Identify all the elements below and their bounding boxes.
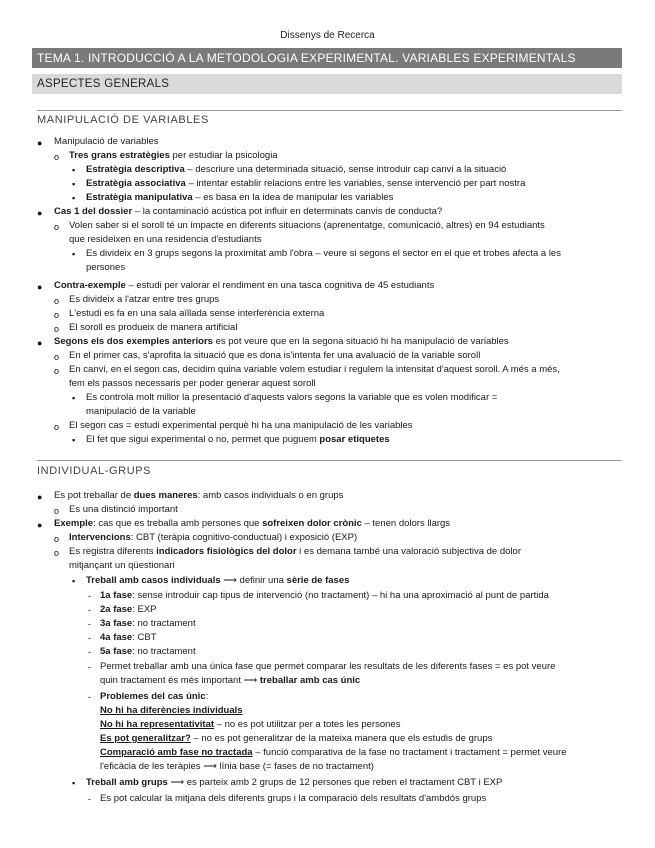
list-item-continuation: quin tractament és més important ⟶ treballar amb cas únic: [100, 675, 361, 686]
bullet-circle-icon: o: [54, 548, 60, 558]
bullet-disc-icon: ●: [37, 138, 43, 148]
bullet-square-icon: ▪: [72, 193, 76, 203]
dash-bullet-icon: -: [88, 662, 91, 672]
bullet-disc-icon: ●: [37, 520, 43, 530]
list-item: Estratègia associativa – intentar establir relacions entre les variables, sense intervenció per part nostra: [86, 178, 526, 189]
list-item: 1a fase: sense introduir cap tipus de intervenció (no tractament) – hi ha una aproximació al punt de partida: [100, 590, 549, 601]
section-divider: [37, 110, 622, 111]
list-item: El soroll es produeix de manera artificial: [69, 322, 238, 333]
list-item: Contra-exemple – estudi per valorar el rendiment en una tasca cognitiva de 45 estudiants: [54, 280, 435, 291]
section-heading-individual-grups: INDIVIDUAL-GRUPS: [37, 465, 152, 477]
list-item: 2a fase: EXP: [100, 604, 157, 615]
list-item-continuation: que resideixen en una residencia d'estudiants: [69, 234, 262, 245]
dash-bullet-icon: -: [88, 794, 91, 804]
list-item: El fet que sigui experimental o no, permet que puguem posar etiquetes: [86, 434, 390, 445]
list-item-continuation: fem els passos necessaris per poder generar aquest soroll: [69, 378, 316, 389]
list-item: Cas 1 del dossier – la contaminació acústica pot influir en determinats canvis de conducta?: [54, 206, 443, 217]
bullet-square-icon: ▪: [72, 249, 76, 259]
bullet-square-icon: ▪: [72, 576, 76, 586]
list-item: Comparació amb fase no tractada – funció comparativa de la fase no tractament i tractament = permet veure: [100, 747, 567, 758]
list-item: No hi ha diferències individuals: [100, 705, 243, 716]
page-header: Dissenys de Recerca: [280, 30, 375, 41]
list-item: 4a fase: CBT: [100, 632, 157, 643]
bullet-circle-icon: o: [54, 366, 60, 376]
bullet-square-icon: ▪: [72, 435, 76, 445]
bullet-circle-icon: o: [54, 506, 60, 516]
list-item-continuation: l'eficàcia de les teràpies ⟶ línia base (= fases de no tractament): [100, 761, 374, 772]
bullet-square-icon: ▪: [72, 179, 76, 189]
bullet-disc-icon: ●: [37, 208, 43, 218]
dash-bullet-icon: -: [88, 633, 91, 643]
list-item: Intervencions: CBT (teràpia cognitivo-conductual) i exposició (EXP): [69, 532, 358, 543]
list-item: Estratègia manipulativa – es basa en la idea de manipular les variables: [86, 192, 394, 203]
dash-bullet-icon: -: [88, 591, 91, 601]
dash-bullet-icon: -: [88, 619, 91, 629]
bullet-circle-icon: o: [54, 352, 60, 362]
list-item: El segon cas = estudi experimental perquè hi ha una manipulació de les variables: [69, 420, 413, 431]
dash-bullet-icon: -: [88, 647, 91, 657]
list-item: Treball amb casos individuals ⟶ definir una sèrie de fases: [86, 575, 350, 586]
list-item: Volen saber si el soroll té un impacte en diferents situacions (aprenentatge, comunicació, altres) en 94 estudiants: [69, 220, 545, 231]
bullet-disc-icon: ●: [37, 492, 43, 502]
section-divider: [37, 460, 622, 461]
subtitle-bar: ASPECTES GENERALS: [32, 74, 622, 94]
list-item: Es pot calcular la mitjana dels diferents grups i la comparació dels resultats d'ambdós grups: [100, 793, 487, 804]
bullet-circle-icon: o: [54, 222, 60, 232]
list-item: Segons els dos exemples anteriors es pot veure que en la segona situació hi ha manipulació de variables: [54, 336, 509, 347]
list-item: Es una distinció important: [69, 504, 178, 515]
list-item: En canvi, en el segon cas, decidim quina variable volem estudiar i regulem la intensitat d'aquest soroll. A més a més,: [69, 364, 560, 375]
dash-bullet-icon: -: [88, 605, 91, 615]
list-item: Problemes del cas únic:: [100, 691, 209, 702]
list-item: Manipulació de variables: [54, 136, 159, 147]
bullet-circle-icon: o: [54, 296, 60, 306]
topic-title-bar: TEMA 1. INTRODUCCIÓ A LA METODOLOGIA EXPERIMENTAL. VARIABLES EXPERIMENTALS: [32, 48, 622, 68]
bullet-circle-icon: o: [54, 310, 60, 320]
bullet-circle-icon: o: [54, 422, 60, 432]
list-item: No hi ha representativitat – no es pot utilitzar per a totes les persones: [100, 719, 401, 730]
list-item: Estratègia descriptiva – descriure una determinada situació, sense introduir cap canvi a la situació: [86, 164, 507, 175]
list-item: Es controla molt millor la presentació d'aquests valors segons la variable que es volen modificar =: [86, 392, 498, 403]
bullet-square-icon: ▪: [72, 778, 76, 788]
bullet-circle-icon: o: [54, 534, 60, 544]
section-heading-manipulacio: MANIPULACIÓ DE VARIABLES: [37, 114, 209, 126]
dash-bullet-icon: -: [88, 692, 91, 702]
list-item: Es divideix en 3 grups segons la proximitat amb l'obra – veure si segons el sector en el que et trobes afecta a les: [86, 248, 561, 259]
bullet-disc-icon: ●: [37, 282, 43, 292]
list-item: Permet treballar amb una única fase que permet comparar les resultats de les diferents fases = es pot veure: [100, 661, 556, 672]
bullet-square-icon: ▪: [72, 165, 76, 175]
list-item: Treball amb grups ⟶ es parteix amb 2 grups de 12 persones que reben el tractament CBT i EXP: [86, 777, 503, 788]
list-item-continuation: persones: [86, 262, 126, 273]
list-item: Es divideix a l'atzar entre tres grups: [69, 294, 220, 305]
list-item: 5a fase: no tractament: [100, 646, 196, 657]
bullet-circle-icon: o: [54, 324, 60, 334]
list-item-continuation: mitjançant un qüestionari: [69, 560, 175, 571]
list-item: Es pot generalitzar? – no es pot generalitzar de la mateixa manera que els estudis de grups: [100, 733, 493, 744]
bullet-square-icon: ▪: [72, 393, 76, 403]
list-item: Tres grans estratègies per estudiar la psicologia: [69, 150, 278, 161]
bullet-circle-icon: o: [54, 152, 60, 162]
list-item: Exemple: cas que es treballa amb persones que sofreixen dolor crònic – tenen dolors llargs: [54, 518, 451, 529]
list-item: En el primer cas, s'aprofita la situació que es dona is'intenta fer una avaluació de la variable soroll: [69, 350, 481, 361]
list-item-continuation: manipulació de la variable: [86, 406, 196, 417]
list-item: 3a fase: no tractament: [100, 618, 196, 629]
list-item: L'estudi es fa en una sala aïllada sense interferència externa: [69, 308, 325, 319]
list-item: Es registra diferents indicadors fisiològics del dolor i es demana també una valoració subjectiva de dolor: [69, 546, 521, 557]
list-item: Es pot treballar de dues maneres: amb casos individuals o en grups: [54, 490, 344, 501]
bullet-disc-icon: ●: [37, 338, 43, 348]
